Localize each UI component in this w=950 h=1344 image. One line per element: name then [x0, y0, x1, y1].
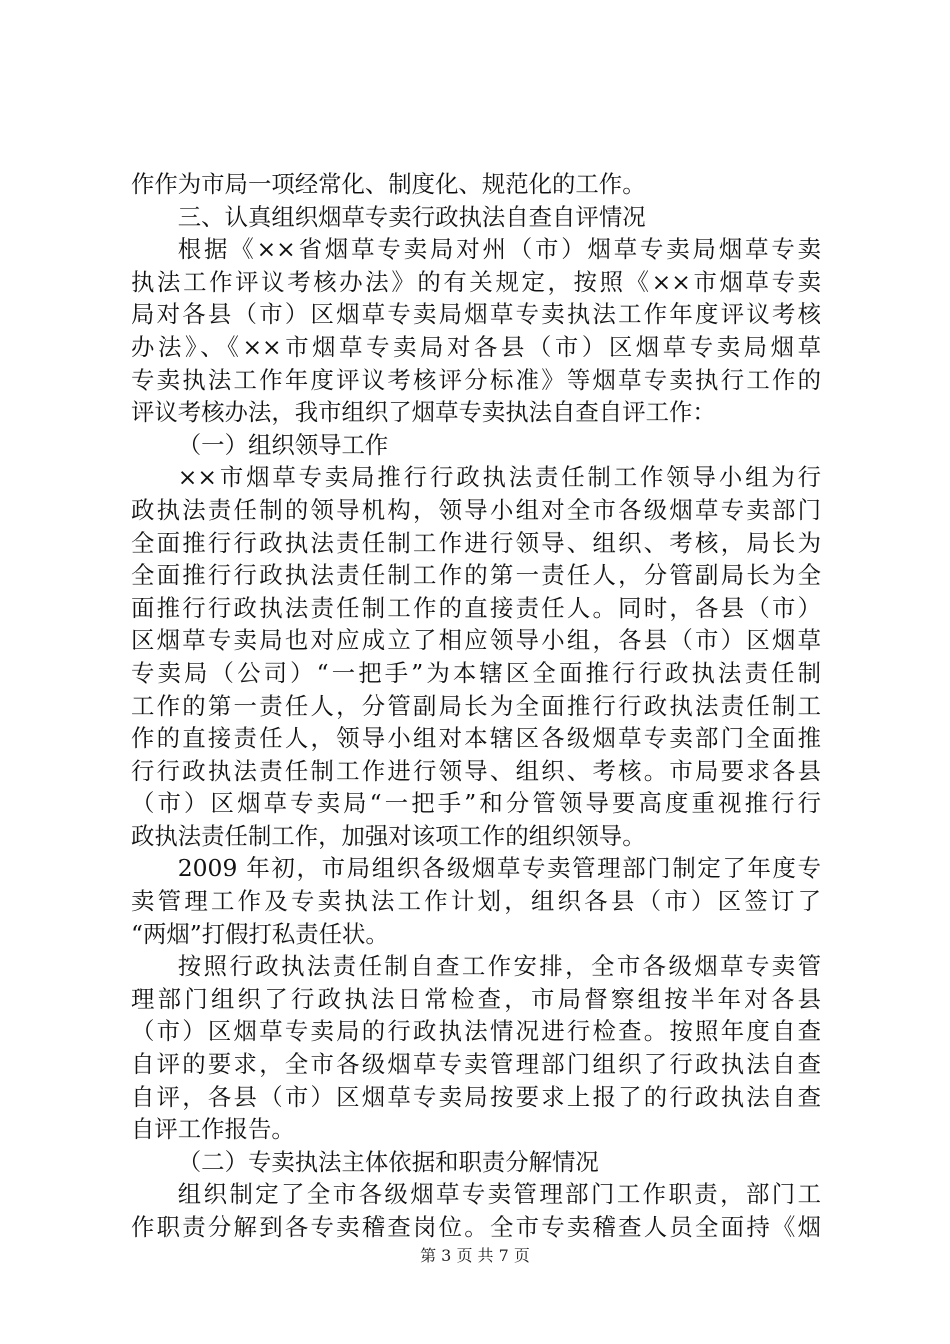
text-line: 作职责分解到各专卖稽查岗位。全市专卖稽查人员全面持《烟 [131, 1213, 821, 1241]
text-line: 专卖执法工作年度评议考核评分标准》等烟草专卖执行工作的 [131, 365, 821, 394]
text-line: 全面推行行政执法责任制工作的第一责任人，分管副局长为全 [131, 561, 821, 590]
text-line: 政执法责任制的领导机构，领导小组对全市各级烟草专卖部门 [131, 495, 821, 524]
text-line: 行行政执法责任制工作进行领导、组织、考核。市局要求各县 [131, 756, 821, 785]
text-line: 评议考核办法，我市组织了烟草专卖执法自查自评工作： [131, 398, 716, 427]
text-line: （市）区烟草专卖局“一把手”和分管领导要高度重视推行行 [131, 789, 821, 818]
document-body [131, 168, 821, 1244]
page-footer: 第 3 页 共 7 页 [420, 1246, 530, 1265]
text-line: 三、认真组织烟草专卖行政执法自查自评情况 [177, 202, 646, 231]
text-line: 组织制定了全市各级烟草专卖管理部门工作职责，部门工 [177, 1180, 821, 1209]
text-line: 理部门组织了行政执法日常检查，市局督察组按半年对各县 [131, 984, 821, 1013]
text-line: （二）专卖执法主体依据和职责分解情况 [177, 1147, 599, 1176]
text-line: 根据《××省烟草专卖局对州（市）烟草专卖局烟草专卖 [177, 235, 821, 264]
text-line: 卖管理工作及专卖执法工作计划，组织各县（市）区签订了 [131, 887, 821, 916]
text-line: 自评，各县（市）区烟草专卖局按要求上报了的行政执法自查 [131, 1082, 821, 1111]
text-line: 2009 年初，市局组织各级烟草专卖管理部门制定了年度专 [177, 854, 821, 883]
text-line: 全面推行行政执法责任制工作进行领导、组织、考核，局长为 [131, 528, 821, 557]
text-line: 自评工作报告。 [131, 1115, 295, 1144]
text-line: 政执法责任制工作，加强对该项工作的组织领导。 [131, 821, 646, 850]
text-line: 面推行行政执法责任制工作的直接责任人。同时，各县（市） [131, 593, 821, 622]
text-line: 自评的要求，全市各级烟草专卖管理部门组织了行政执法自查 [131, 1050, 821, 1079]
text-line: 局对各县（市）区烟草专卖局烟草专卖执法工作年度评议考核 [131, 300, 821, 329]
text-line: 工作的第一责任人，分管副局长为全面推行行政执法责任制工 [131, 691, 821, 720]
text-line: 区烟草专卖局也对应成立了相应领导小组，各县（市）区烟草 [131, 626, 821, 655]
text-line: 专卖局（公司）“一把手”为本辖区全面推行行政执法责任制 [131, 658, 821, 687]
text-line: 按照行政执法责任制自查工作安排，全市各级烟草专卖管 [177, 952, 821, 981]
text-line: 作的直接责任人，领导小组对本辖区各级烟草专卖部门全面推 [131, 724, 821, 753]
text-line: 执法工作评议考核办法》的有关规定，按照《××市烟草专卖 [131, 267, 821, 296]
text-line: ××市烟草专卖局推行行政执法责任制工作领导小组为行 [177, 463, 821, 492]
text-line: 办法》、《××市烟草专卖局对各县（市）区烟草专卖局烟草 [131, 332, 821, 361]
text-line: 作作为市局一项经常化、制度化、规范化的工作。 [131, 170, 646, 198]
text-line: （一）组织领导工作 [177, 430, 389, 459]
text-line: “两烟”打假打私责任状。 [131, 919, 389, 948]
text-line: （市）区烟草专卖局的行政执法情况进行检查。按照年度自查 [131, 1017, 821, 1046]
